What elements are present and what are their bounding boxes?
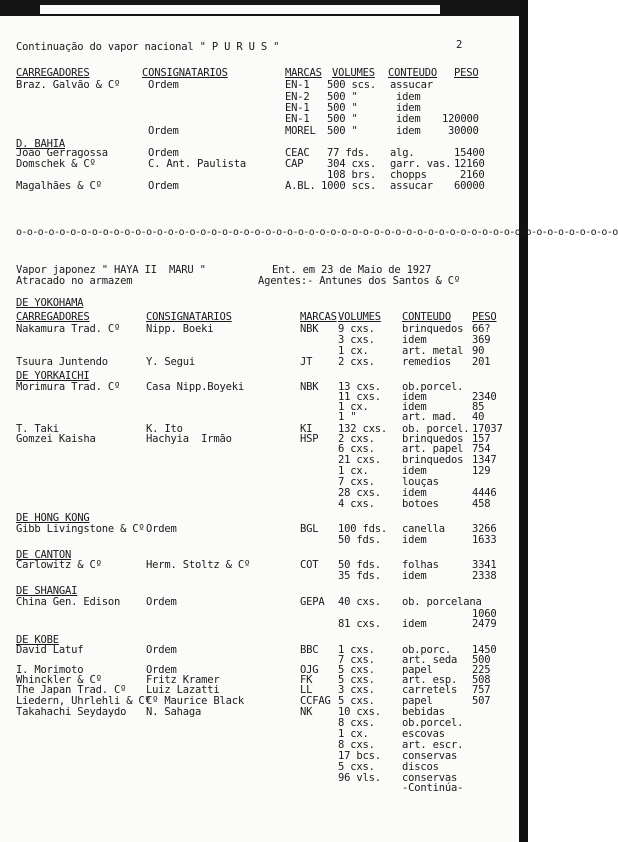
volume: 500 ": [327, 91, 358, 103]
weight: 1633: [472, 534, 497, 546]
origin-heading: D. BAHIA: [16, 138, 65, 150]
content: brinquedos: [402, 433, 464, 445]
content: assucar: [390, 79, 433, 91]
weight: 2160: [460, 169, 485, 181]
mark: GEPA: [300, 596, 325, 608]
weight: 507: [472, 695, 491, 707]
mark: BBC: [300, 644, 319, 656]
origin-heading: DE YORKAICHI: [16, 370, 90, 382]
volume: 500 ": [327, 125, 358, 137]
weight: 12160: [454, 158, 485, 170]
content: idem: [402, 391, 427, 403]
col-header-carregadores: CARREGADORES: [16, 67, 90, 79]
origin-heading: DE YOKOHAMA: [16, 297, 84, 309]
weight: 157: [472, 433, 491, 445]
shipper: Carlowitz & Cº: [16, 559, 102, 571]
mark: CCFAG: [300, 695, 331, 707]
col-header-volumes: VOLUMES: [338, 311, 381, 323]
volume: 28 cxs.: [338, 487, 381, 499]
consignee: Herm. Stoltz & Cº: [146, 559, 251, 571]
weight: 500: [472, 654, 491, 666]
weight: 3341: [472, 559, 497, 571]
content: art. metal: [402, 345, 464, 357]
weight: 1347: [472, 454, 497, 466]
volume: 10 cxs.: [338, 706, 381, 718]
origin-heading: DE SHANGAI: [16, 585, 78, 597]
mark: EN-1: [285, 102, 310, 114]
content: discos: [402, 761, 439, 773]
volume: 1 cx.: [338, 401, 369, 413]
volume: 500 ": [327, 102, 358, 114]
content: idem: [396, 91, 421, 103]
content: ob. porcelana: [402, 596, 482, 608]
volume: 81 cxs.: [338, 618, 381, 630]
weight: 66?: [472, 323, 491, 335]
content: art. mad.: [402, 411, 458, 423]
consignee: N. Sahaga: [146, 706, 202, 718]
content: louças: [402, 476, 439, 488]
shipper: Morimura Trad. Cº: [16, 381, 121, 393]
col-header-conteudo: CONTEUDO: [388, 67, 437, 79]
content: chopps: [390, 169, 427, 181]
volume: 1 ": [338, 411, 357, 423]
separator-line: o-o-o-o-o-o-o-o-o-o-o-o-o-o-o-o-o-o-o-o-o-o-o-o-o-o-o-o-o-o-o-o-o-o-o-o-o-o-o-o-o-o-o-o-o-o-o-o-o-o-o-o-o-o-o-o: [16, 227, 618, 238]
col-header-consignatarios: CONSIGNATARIOS: [142, 67, 228, 79]
mark: NBK: [300, 381, 319, 393]
content: art. escr.: [402, 739, 464, 751]
weight: 120000: [442, 113, 479, 125]
volume: 4 cxs.: [338, 498, 375, 510]
volume: 7 cxs.: [338, 476, 375, 488]
content: art. papel: [402, 443, 464, 455]
volume: 1 cx.: [338, 728, 369, 740]
mark: FK: [300, 674, 313, 686]
volume: 500 scs.: [327, 79, 376, 91]
content: idem: [402, 618, 427, 630]
consignee: Ordem: [148, 79, 179, 91]
volume: 3 cxs.: [338, 684, 375, 696]
content: canella: [402, 523, 445, 535]
scan-top-gap: [40, 5, 440, 14]
weight: 1450: [472, 644, 497, 656]
consignee: Ordem: [146, 664, 177, 676]
content: ob.porcel.: [402, 717, 464, 729]
content: escovas: [402, 728, 445, 740]
col-header-conteudo: CONTEUDO: [402, 311, 451, 323]
volume: 9 cxs.: [338, 323, 375, 335]
mark: JT: [300, 356, 313, 368]
col-header-peso: PESO: [454, 67, 479, 79]
mark: HSP: [300, 433, 319, 445]
volume: 35 fds.: [338, 570, 381, 582]
shipper: Domschek & Cº: [16, 158, 96, 170]
consignee: Ordem: [146, 644, 177, 656]
shipper: Whinckler & Cº: [16, 674, 102, 686]
mark: BGL: [300, 523, 319, 535]
consignee: Ordem: [148, 147, 179, 159]
weight: 369: [472, 334, 491, 346]
shipper: João Gerragossa: [16, 147, 108, 159]
volume: 11 cxs.: [338, 391, 381, 403]
volume: 2 cxs.: [338, 356, 375, 368]
content: idem: [396, 113, 421, 125]
content: bebidas: [402, 706, 445, 718]
shipper: Magalhães & Cº: [16, 180, 102, 192]
content: conservas: [402, 750, 458, 762]
volume: 1 cx.: [338, 465, 369, 477]
weight: 201: [472, 356, 491, 368]
shipper: T. Taki: [16, 423, 59, 435]
weight: 2479: [472, 618, 497, 630]
weight: 85: [472, 401, 485, 413]
shipper: The Japan Trad. Cº: [16, 684, 127, 696]
col-header-marcas: MARCAS: [285, 67, 322, 79]
shipper: Tsuura Juntendo: [16, 356, 108, 368]
volume: 5 cxs.: [338, 761, 375, 773]
warehouse-line: Atracado no armazem: [16, 275, 133, 287]
shipper: Liedern, Uhrlehli & Cº: [16, 695, 151, 707]
volume: 5 cxs.: [338, 674, 375, 686]
volume: 304 cxs.: [327, 158, 376, 170]
volume: 96 vls.: [338, 772, 381, 784]
content: ob.porc.: [402, 644, 451, 656]
weight: 225: [472, 664, 491, 676]
shipper: Nakamura Trad. Cº: [16, 323, 121, 335]
content: -Continúa-: [402, 782, 464, 794]
mark: A.BL.: [285, 180, 316, 192]
weight: 15400: [454, 147, 485, 159]
consignee: Ordem: [146, 596, 177, 608]
origin-heading: DE CANTON: [16, 549, 72, 561]
content: remedios: [402, 356, 451, 368]
mark: COT: [300, 559, 319, 571]
mark: KI: [300, 423, 313, 435]
vessel-line: Vapor japonez " HAYA II MARU ": [16, 264, 206, 276]
mark: CEAC: [285, 147, 310, 159]
consignee: Y. Segui: [146, 356, 195, 368]
shipper: China Gen. Edison: [16, 596, 121, 608]
shipper: I. Morimoto: [16, 664, 84, 676]
origin-heading: DE HONG KONG: [16, 512, 90, 524]
content: alg.: [390, 147, 415, 159]
volume: 40 cxs.: [338, 596, 381, 608]
mark: EN-1: [285, 113, 310, 125]
weight: 2340: [472, 391, 497, 403]
weight: 30000: [448, 125, 479, 137]
content: brinquedos: [402, 454, 464, 466]
origin-heading: DE KOBE: [16, 634, 59, 646]
weight: 2338: [472, 570, 497, 582]
weight: 508: [472, 674, 491, 686]
content: art. esp.: [402, 674, 458, 686]
consignee: Nipp. Boeki: [146, 323, 214, 335]
mark: LL: [300, 684, 313, 696]
agents-line: Agentes:- Antunes dos Santos & Cº: [258, 275, 461, 287]
col-header-peso: PESO: [472, 311, 497, 323]
weight: 40: [472, 411, 485, 423]
consignee: Ordem: [148, 125, 179, 137]
weight: 90: [472, 345, 485, 357]
content: idem: [402, 534, 427, 546]
shipper: Braz. Galvão & Cº: [16, 79, 121, 91]
weight: 458: [472, 498, 491, 510]
content: folhas: [402, 559, 439, 571]
content: carretels: [402, 684, 458, 696]
consignee: Cº Maurice Black: [146, 695, 244, 707]
weight: 129: [472, 465, 491, 477]
content: idem: [402, 334, 427, 346]
volume: 13 cxs.: [338, 381, 381, 393]
volume: 500 ": [327, 113, 358, 125]
mark: EN-2: [285, 91, 310, 103]
page-title: Continuação do vapor nacional " P U R U S ": [16, 41, 280, 53]
content: papel: [402, 695, 433, 707]
content: art. seda: [402, 654, 458, 666]
col-header-carregadores: CARREGADORES: [16, 311, 90, 323]
volume: 100 fds.: [338, 523, 387, 535]
volume: 8 cxs.: [338, 717, 375, 729]
consignee: Casa Nipp.Boyeki: [146, 381, 244, 393]
volume: 17 bcs.: [338, 750, 381, 762]
mark: EN-1: [285, 79, 310, 91]
content: ob. porcel.: [402, 423, 470, 435]
volume: 108 brs.: [327, 169, 376, 181]
content: idem: [402, 401, 427, 413]
content: garr. vas.: [390, 158, 452, 170]
col-header-marcas: MARCAS: [300, 311, 337, 323]
volume: 1000 scs.: [321, 180, 377, 192]
volume: 6 cxs.: [338, 443, 375, 455]
consignee: K. Ito: [146, 423, 183, 435]
content: papel: [402, 664, 433, 676]
content: idem: [402, 487, 427, 499]
volume: 5 cxs.: [338, 664, 375, 676]
volume: 7 cxs.: [338, 654, 375, 666]
shipper: Gibb Livingstone & Cº: [16, 523, 145, 535]
weight: 3266: [472, 523, 497, 535]
weight: 17037: [472, 423, 503, 435]
content: assucar: [390, 180, 433, 192]
weight: 60000: [454, 180, 485, 192]
consignee: Ordem: [146, 523, 177, 535]
volume: 2 cxs.: [338, 433, 375, 445]
volume: 8 cxs.: [338, 739, 375, 751]
volume: 3 cxs.: [338, 334, 375, 346]
mark: OJG: [300, 664, 319, 676]
shipper: Takahachi Seydaydo: [16, 706, 127, 718]
content: idem: [402, 570, 427, 582]
weight: 1060: [472, 608, 497, 620]
volume: 1 cxs.: [338, 644, 375, 656]
volume: 50 fds.: [338, 559, 381, 571]
content: idem: [396, 102, 421, 114]
weight: 754: [472, 443, 491, 455]
volume: 5 cxs.: [338, 695, 375, 707]
mark: NK: [300, 706, 313, 718]
page-number: 2: [456, 39, 463, 51]
mark: NBK: [300, 323, 319, 335]
content: ob.porcel.: [402, 381, 464, 393]
content: botoes: [402, 498, 439, 510]
content: brinquedos: [402, 323, 464, 335]
mark: MOREL: [285, 125, 316, 137]
volume: 21 cxs.: [338, 454, 381, 466]
consignee: Hachyia Irmão: [146, 433, 232, 445]
col-header-volumes: VOLUMES: [332, 67, 375, 79]
entry-date: Ent. em 23 de Maio de 1927: [272, 264, 432, 276]
weight: 757: [472, 684, 491, 696]
volume: 1 cx.: [338, 345, 369, 357]
mark: CAP: [285, 158, 304, 170]
scan-right-edge: [519, 0, 528, 842]
content: idem: [402, 465, 427, 477]
content: idem: [396, 125, 421, 137]
volume: 77 fds.: [327, 147, 370, 159]
volume: 50 fds.: [338, 534, 381, 546]
weight: 4446: [472, 487, 497, 499]
consignee: Fritz Kramer: [146, 674, 220, 686]
content: conservas: [402, 772, 458, 784]
col-header-consignatarios: CONSIGNATARIOS: [146, 311, 232, 323]
consignee: Luiz Lazatti: [146, 684, 220, 696]
shipper: David Latuf: [16, 644, 84, 656]
volume: 132 cxs.: [338, 423, 387, 435]
shipper: Gomzei Kaisha: [16, 433, 96, 445]
consignee: Ordem: [148, 180, 179, 192]
consignee: C. Ant. Paulista: [148, 158, 246, 170]
